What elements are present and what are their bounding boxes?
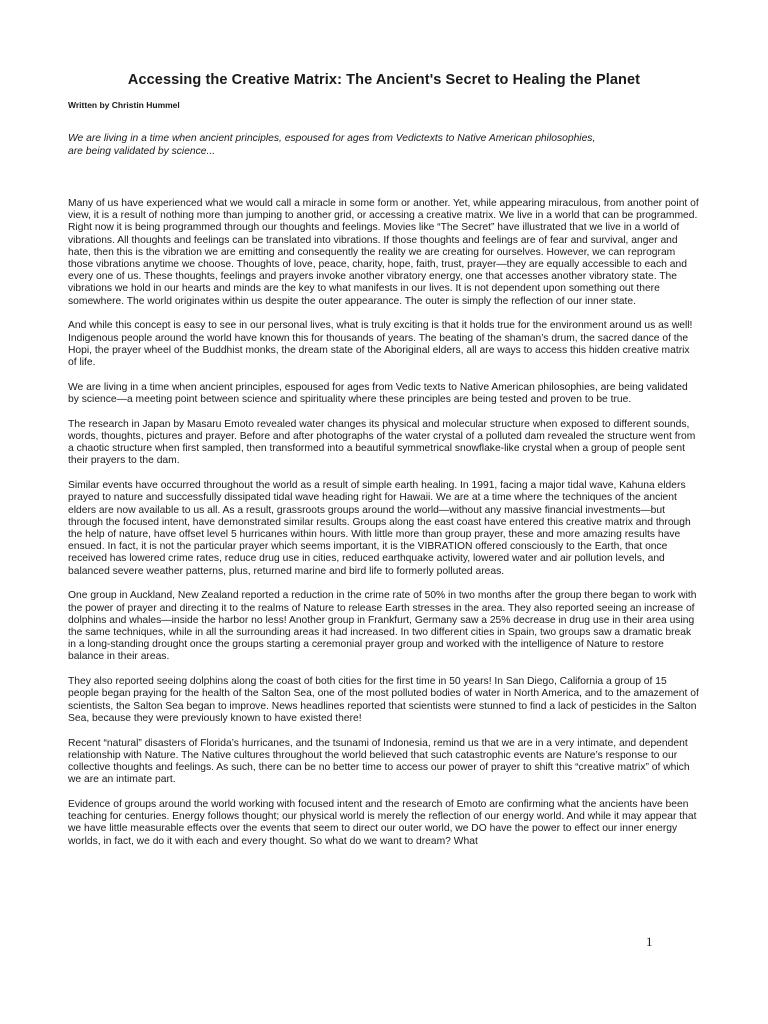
body-paragraph: They also reported seeing dolphins along the coast of both cities for the first time in 50 years! In San Diego, California a group of 15 people began praying for the health of the Salton Sea, one of the most polluted bodies of water in North America, and to the amazement of scientists, the Salton Sea began to improve. News headlines reported that scientists were stunned to find a lack of pesticides in the Salton Sea, because they were previously known to have existed there! (68, 676, 699, 724)
body-paragraph: The research in Japan by Masaru Emoto revealed water changes its physical and molecular structure when exposed to different sounds, words, thoughts, pictures and prayer. Before and after photographs of the water crystal of a polluted dam revealed the structure went from a chaotic structure when first sampled, then transformed into a beautiful symmetrical snowflake-like crystal when a group of people sent their prayers to the dam. (68, 418, 696, 467)
body-paragraph: We are living in a time when ancient principles, espoused for ages from Vedic texts to Native American philosophies, are being validated by science—a meeting point between science and spirituality where these principles are being tested and proven to be true. (68, 381, 688, 406)
intro-paragraph: We are living in a time when ancient principles, espoused for ages from Vedictexts to Native American philosophies, are being validated by science... (68, 133, 596, 157)
body-paragraph: And while this concept is easy to see in our personal lives, what is truly exciting is that it holds true for the environment around us as well! Indigenous people around the world have known this for thousands of years. The beating of the shaman’s drum, the sacred dance of the Hopi, the prayer wheel of the Buddhist monks, the dream state of the Aboriginal elders, all are ways to access this hidden creative matrix of life. (68, 320, 693, 369)
document-title: Accessing the Creative Matrix: The Ancient's Secret to Healing the Planet (127, 72, 641, 88)
author-byline: Written by Christin Hummel (68, 100, 180, 110)
body-paragraph: Similar events have occurred throughout the world as a result of simple earth healing. In 1991, facing a major tidal wave, Kahuna elders prayed to nature and successfully dissipated tidal wave heading right for Hawaii. We are at a time where the techniques of the ancient elders are now available to us all. As a result, grassroots groups around the world—without any massive financial investments—but through the focused intent, have demonstrated similar results. Groups along the east coast have entered this creative matrix and through the help of nature, have offset level 5 hurricanes within hours. With little more than group prayer, these and more amazing results have ensued. In fact, it is not the particular prayer which seems important, it is the VIBRATION offered consciously to the Earth, that once received has lowered crime rates, reduce drug use in cities, reduced earthquake activity, lowered water and air pollution levels, and balanced severe weather patterns, plus, returned marine and bird life to formerly polluted areas. (68, 480, 691, 577)
body-paragraph: Recent “natural” disasters of Florida’s hurricanes, and the tsunami of Indonesia, remind us that we are in a very intimate, and dependent relationship with Nature. The Native cultures throughout the world believed that such catastrophic events are Nature’s response to our collective thoughts and feelings. As such, there can be no better time to access our power of prayer to shift this “creative matrix” of which we are an intimate part. (68, 737, 690, 786)
body-paragraph: Many of us have experienced what we would call a miracle in some form or another. Yet, while appearing miraculous, from another point of view, it is a result of nothing more than jumping to another grid, or accessing a creative matrix. We live in a world that can be programmed. Right now it is being programmed through our thoughts and feelings. Movies like “The Secret” have illustrated that we live in a world of vibrations. All thoughts and feelings can be translated into vibrations. If those thoughts and feelings are of fear and survival, anger and hate, then this is the vibration we are emitting and consequently the reality we are creating for ourselves. However, we can reprogram those vibrations anytime we choose. Thoughts of love, peace, charity, hope, faith, trust, prayer—they are equally accessible to each and every one of us. These thoughts, feelings and prayers invoke another vibratory energy, one that accesses another vibratory state. The vibrations we hold in our hearts and minds are the key to what manifests in our lives. It is not dependent upon something out there somewhere. The world originates within us despite the outer appearance. The outer is simply the reflection of our inner state. (68, 198, 699, 307)
body-paragraph: One group in Auckland, New Zealand reported a reduction in the crime rate of 50% in two months after the group there began to work with the power of prayer and directing it to the realms of Nature to release Earth stresses in the area. They also reported seeing an increase of dolphins and whales—inside the harbor no less! Another group in Frankfurt, Germany saw a 25% decrease in drug use in their area using the same techniques, while in all the surrounding areas it had increased. In two different cities in Spain, two groups saw a dramatic break in a long-standing drought once the groups starting a ceremonial prayer group and worked with the intelligence of Nature to restore balance in their areas. (68, 590, 697, 663)
document-body (68, 198, 700, 848)
document-page (68, 72, 700, 860)
body-paragraph: Evidence of groups around the world working with focused intent and the research of Emoto are confirming what the ancients have been teaching for centuries. Energy follows thought; our physical world is merely the reflection of our energy world. And while it may appear that we have little measurable effects over the events that seem to direct our outer world, we DO have the power to effect our inner energy worlds, in fact, we do it with each and every thought. So what do we want to dream? What (68, 799, 697, 847)
page-number: 1 (646, 934, 653, 949)
